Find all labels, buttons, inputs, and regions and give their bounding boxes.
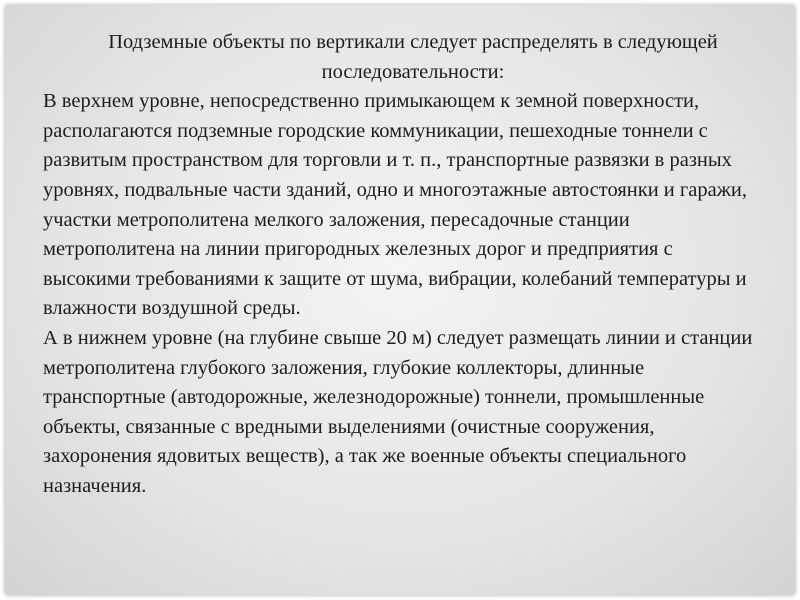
paragraph-lower-level: А в нижнем уровне (на глубине свыше 20 м) следует размещать линии и станции метрополитена глубокого заложения, глубокие коллекторы, длинные транспортные (автодорожные, железнодорожные) тоннели, промышленные объекты, связанные с вредными выделениями (очистные сооружения, захоронения ядовитых веществ), а так же военные объекты специального назначения. <box>43 326 753 497</box>
slide-heading: Подземные объекты по вертикали следует распределять в следующей последовательности: <box>108 31 718 83</box>
slide-background <box>5 5 795 595</box>
paragraph-upper-level: В верхнем уровне, непосредственно примыкающем к земной поверхности, располагаются подземные городские коммуникации, пешеходные тоннели с развитым пространством для торговли и т. п., транспортные развязки в разных уровнях, подвальные части зданий, одно и многоэтажные автостоянки и гаражи, участки метрополитена мелкого заложения, пересадочные станции метрополитена на линии пригородных железных дорог и предприятия с высокими требованиями к защите от шума, вибрации, колебаний температуры и влажности воздушной среды. <box>43 90 747 320</box>
slide-content <box>43 28 763 502</box>
